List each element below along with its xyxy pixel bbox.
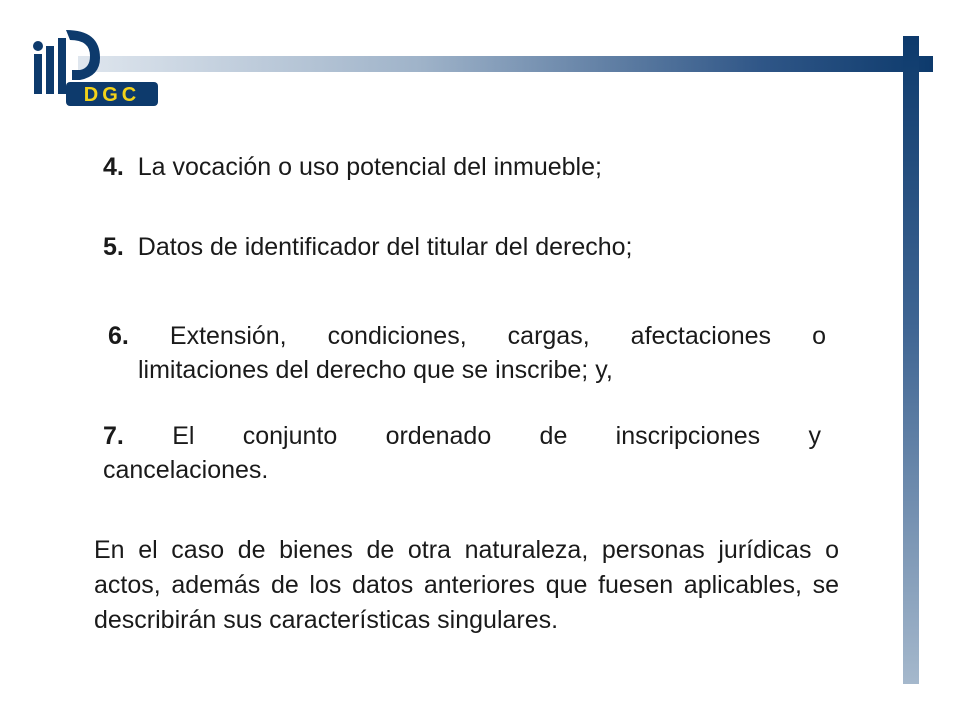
list-item-4 xyxy=(103,150,602,184)
item-line-2: cancelaciones. xyxy=(103,456,269,484)
item-number: 7. xyxy=(103,422,124,450)
header-gradient-bar xyxy=(78,56,933,72)
item-line-1 xyxy=(103,419,821,453)
item-text: El conjunto ordenado de inscripciones y xyxy=(172,422,821,450)
item-text: La vocación o uso potencial del inmueble; xyxy=(137,153,602,181)
item-line-2: limitaciones del derecho que se inscribe; y, xyxy=(138,356,613,384)
item-line-1 xyxy=(108,319,826,353)
item-text: Extensión, condiciones, cargas, afectaciones o xyxy=(169,322,826,350)
institution-logo xyxy=(30,24,160,110)
item-number: 6. xyxy=(108,322,129,350)
item-number: 5. xyxy=(103,233,124,261)
body-paragraph: En el caso de bienes de otra naturaleza, personas jurídicas o actos, además de los datos anteriores que fuesen aplicables, se describirán sus características singulares. xyxy=(94,536,839,634)
list-item-6 xyxy=(108,319,826,387)
list-item-7 xyxy=(103,419,821,487)
right-vertical-bar xyxy=(903,36,919,684)
list-item-5 xyxy=(103,230,633,264)
item-text: Datos de identificador del titular del derecho; xyxy=(137,233,633,261)
item-number: 4. xyxy=(103,153,124,181)
logo-text: DGC xyxy=(83,84,141,106)
